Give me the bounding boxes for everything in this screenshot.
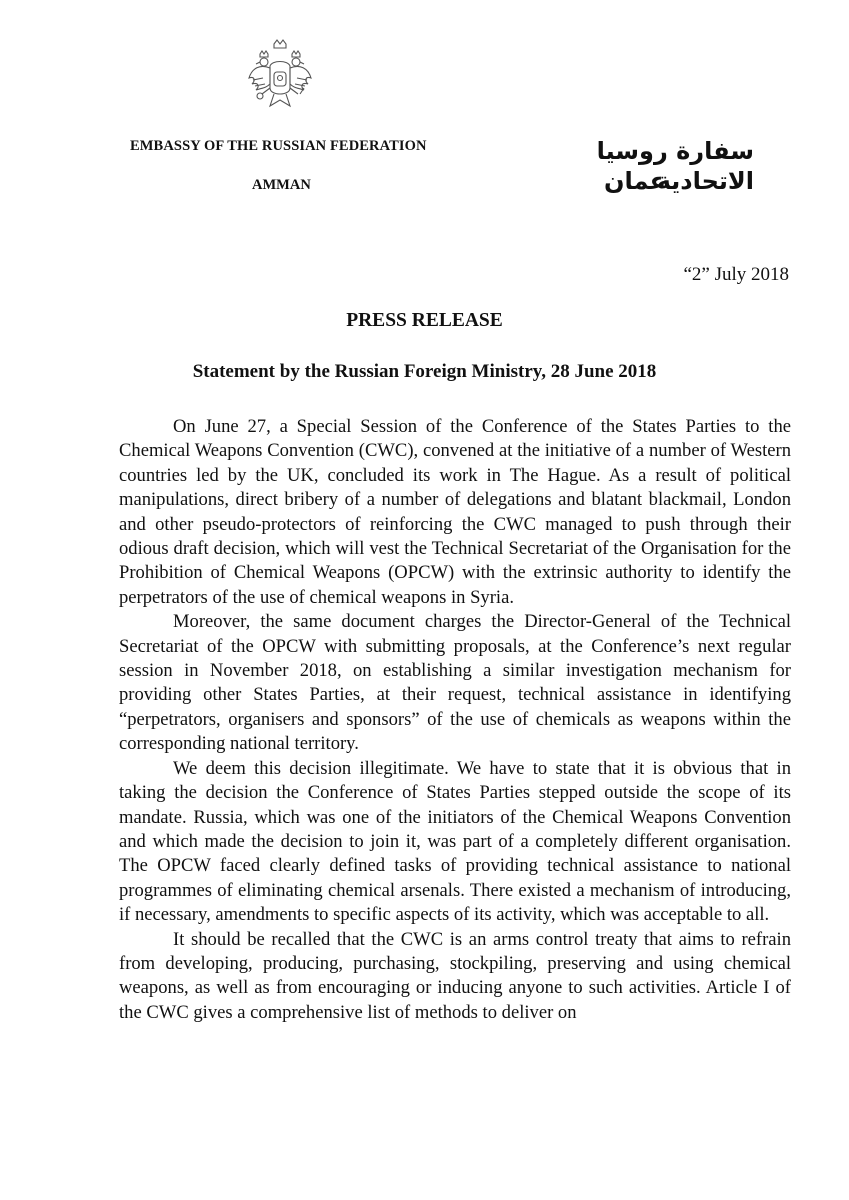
paragraph: Moreover, the same document charges the Director-General of the Technical Secretariat of the OPCW with submitting proposals, at the Conference’s next regular session in November 2018, on establishing a similar investigation mechanism for providing other States Parties, at their request, technical assistance in identifying “perpetrators, organisers and sponsors” of the use of chemicals as weapons within the corresponding national territory.: [119, 611, 791, 755]
release-date: “2” July 2018: [683, 264, 789, 285]
embassy-name-arabic: سفارة روسيا الاتحادية: [596, 137, 754, 195]
body-text: [119, 415, 791, 1025]
document-title: PRESS RELEASE: [346, 310, 503, 331]
paragraph: On June 27, a Special Session of the Conference of the States Parties to the Chemical Weapons Convention (CWC), convened at the initiative of a number of Western countries led by the UK, concluded its work in The Hague. As a result of political manipulations, direct bribery of a number of delegations and blatant blackmail, London and other pseudo-protectors of reinforcing the CWC managed to push through their odious draft decision, which will vest the Technical Secretariat of the Organisation for the Prohibition of Chemical Weapons (OPCW) with the extrinsic authority to identify the perpetrators of the use of chemical weapons in Syria.: [119, 416, 791, 608]
double-headed-eagle-icon: [246, 38, 314, 110]
document-subtitle: Statement by the Russian Foreign Ministry, 28 June 2018: [192, 361, 657, 382]
paragraph: It should be recalled that the CWC is an arms control treaty that aims to refrain from developing, producing, purchasing, stockpiling, preserving and using chemical weapons, as well as from encouraging or inducing anyone to such activities. Article I of the CWC gives a comprehensive list of methods to deliver on: [119, 928, 791, 1023]
embassy-city-english: AMMAN: [252, 177, 311, 193]
embassy-name-english: EMBASSY OF THE RUSSIAN FEDERATION: [130, 138, 427, 154]
embassy-city-arabic: عمان: [604, 167, 666, 195]
paragraph: We deem this decision illegitimate. We have to state that it is obvious that in taking the decision the Conference of States Parties stepped outside the scope of its mandate. Russia, which was one of the initiators of the Chemical Weapons Convention and which made the decision to join it, was part of a completely different organisation. The OPCW faced clearly defined tasks of providing technical assistance to national programmes of eliminating chemical arsenals. There existed a mechanism of introducing, if necessary, amendments to specific aspects of its activity, which was acceptable to all.: [119, 757, 791, 926]
